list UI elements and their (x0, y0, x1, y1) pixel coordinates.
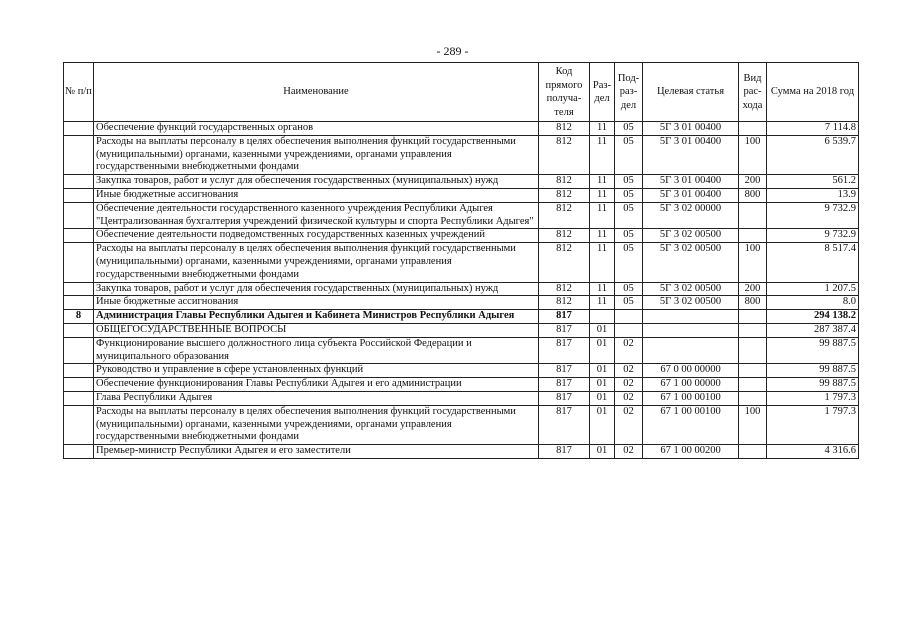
header-expense-type: Вид рас-хода (739, 63, 767, 122)
cell-num (64, 391, 94, 405)
cell-num (64, 405, 94, 444)
cell-sum: 9 732.9 (767, 229, 859, 243)
cell-sum: 8 517.4 (767, 243, 859, 282)
table-row (64, 202, 859, 229)
cell-target: 5Г 3 02 00500 (643, 243, 739, 282)
header-code: Код прямого получа-теля (539, 63, 590, 122)
cell-section: 01 (590, 378, 615, 392)
cell-num (64, 282, 94, 296)
cell-code: 812 (539, 282, 590, 296)
cell-sum: 8.0 (767, 296, 859, 310)
cell-name: ОБЩЕГОСУДАРСТВЕННЫЕ ВОПРОСЫ (94, 323, 539, 337)
table-row (64, 135, 859, 174)
cell-code: 812 (539, 296, 590, 310)
cell-name: Обеспечение деятельности государственного казенного учреждения Республики Адыгея "Централизованная бухгалтерия учреждений физической культуры и спорта Республики Адыгея" (94, 202, 539, 229)
cell-target: 5Г 3 01 00400 (643, 188, 739, 202)
cell-expense-type: 800 (739, 188, 767, 202)
cell-code: 817 (539, 364, 590, 378)
cell-num (64, 378, 94, 392)
cell-name: Премьер-министр Республики Адыгея и его заместители (94, 445, 539, 459)
cell-expense-type (739, 122, 767, 136)
cell-target: 5Г 3 01 00400 (643, 175, 739, 189)
cell-subsection: 02 (615, 364, 643, 378)
cell-section: 11 (590, 282, 615, 296)
cell-section: 11 (590, 296, 615, 310)
cell-subsection: 02 (615, 391, 643, 405)
table-row (64, 445, 859, 459)
cell-sum: 1 797.3 (767, 405, 859, 444)
table-row (64, 229, 859, 243)
cell-expense-type: 800 (739, 296, 767, 310)
table-header-row (64, 63, 859, 122)
cell-expense-type (739, 445, 767, 459)
header-section: Раз-дел (590, 63, 615, 122)
cell-expense-type (739, 391, 767, 405)
page-number: - 289 - (436, 44, 469, 58)
cell-section: 01 (590, 391, 615, 405)
cell-num (64, 229, 94, 243)
cell-subsection: 05 (615, 188, 643, 202)
cell-target: 67 0 00 00000 (643, 364, 739, 378)
cell-expense-type (739, 378, 767, 392)
cell-code: 817 (539, 445, 590, 459)
header-sum: Сумма на 2018 год (767, 63, 859, 122)
cell-target: 67 1 00 00100 (643, 391, 739, 405)
cell-sum: 7 114.8 (767, 122, 859, 136)
cell-sum: 6 539.7 (767, 135, 859, 174)
cell-subsection: 02 (615, 378, 643, 392)
cell-section: 11 (590, 122, 615, 136)
cell-target: 67 1 00 00000 (643, 378, 739, 392)
cell-name: Расходы на выплаты персоналу в целях обеспечения выполнения функций государственными (муниципальными) органами, казенными учреждениями, органами управления государственными внебюджетными фондами (94, 135, 539, 174)
table-row (64, 337, 859, 364)
cell-code: 817 (539, 405, 590, 444)
cell-code: 817 (539, 391, 590, 405)
cell-code: 817 (539, 337, 590, 364)
cell-num (64, 122, 94, 136)
table-row (64, 282, 859, 296)
cell-target (643, 337, 739, 364)
cell-section: 01 (590, 323, 615, 337)
cell-sum: 1 797.3 (767, 391, 859, 405)
cell-target: 5Г 3 02 00500 (643, 229, 739, 243)
cell-code: 812 (539, 122, 590, 136)
cell-name: Расходы на выплаты персоналу в целях обеспечения выполнения функций государственными (муниципальными) органами, казенными учреждениями, органами управления государственными внебюджетными фондами (94, 405, 539, 444)
cell-sum: 99 887.5 (767, 364, 859, 378)
table-row (64, 405, 859, 444)
cell-target: 5Г 3 02 00500 (643, 282, 739, 296)
cell-code: 812 (539, 135, 590, 174)
cell-sum: 4 316.6 (767, 445, 859, 459)
cell-subsection: 05 (615, 122, 643, 136)
cell-sum: 561.2 (767, 175, 859, 189)
cell-section: 11 (590, 229, 615, 243)
cell-sum: 1 207.5 (767, 282, 859, 296)
cell-name: Иные бюджетные ассигнования (94, 296, 539, 310)
cell-sum: 99 887.5 (767, 337, 859, 364)
cell-name: Руководство и управление в сфере установленных функций (94, 364, 539, 378)
cell-target: 5Г 3 01 00400 (643, 135, 739, 174)
cell-target: 67 1 00 00100 (643, 405, 739, 444)
cell-section: 11 (590, 202, 615, 229)
cell-subsection: 05 (615, 296, 643, 310)
table-body (64, 122, 859, 459)
cell-num: 8 (64, 310, 94, 324)
cell-expense-type (739, 229, 767, 243)
cell-expense-type: 100 (739, 243, 767, 282)
cell-expense-type: 200 (739, 282, 767, 296)
cell-target: 67 1 00 00200 (643, 445, 739, 459)
cell-section: 01 (590, 364, 615, 378)
cell-subsection (615, 323, 643, 337)
cell-target (643, 323, 739, 337)
cell-expense-type (739, 202, 767, 229)
cell-subsection: 02 (615, 445, 643, 459)
cell-num (64, 364, 94, 378)
cell-expense-type: 100 (739, 135, 767, 174)
cell-num (64, 135, 94, 174)
table-row (64, 391, 859, 405)
cell-sum: 287 387.4 (767, 323, 859, 337)
cell-section (590, 310, 615, 324)
cell-expense-type (739, 364, 767, 378)
cell-code: 817 (539, 378, 590, 392)
cell-target: 5Г 3 02 00500 (643, 296, 739, 310)
cell-name: Обеспечение функций государственных органов (94, 122, 539, 136)
header-name: Наименование (94, 63, 539, 122)
table-row (64, 323, 859, 337)
cell-target: 5Г 3 02 00000 (643, 202, 739, 229)
cell-subsection: 05 (615, 202, 643, 229)
table-row (64, 310, 859, 324)
header-subsection: Под-раз-дел (615, 63, 643, 122)
budget-table (63, 62, 859, 459)
cell-name: Администрация Главы Республики Адыгея и Кабинета Министров Республики Адыгея (94, 310, 539, 324)
cell-name: Иные бюджетные ассигнования (94, 188, 539, 202)
cell-subsection: 05 (615, 229, 643, 243)
table-row (64, 122, 859, 136)
header-num: № п/п (64, 63, 94, 122)
cell-num (64, 175, 94, 189)
cell-name: Расходы на выплаты персоналу в целях обеспечения выполнения функций государственными (муниципальными) органами, казенными учреждениями, органами управления государственными внебюджетными фондами (94, 243, 539, 282)
cell-name: Обеспечение функционирования Главы Республики Адыгея и его администрации (94, 378, 539, 392)
header-target: Целевая статья (643, 63, 739, 122)
cell-name: Глава Республики Адыгея (94, 391, 539, 405)
cell-expense-type (739, 337, 767, 364)
cell-code: 812 (539, 188, 590, 202)
cell-code: 812 (539, 229, 590, 243)
table-row (64, 364, 859, 378)
cell-section: 01 (590, 405, 615, 444)
cell-code: 817 (539, 310, 590, 324)
cell-code: 817 (539, 323, 590, 337)
cell-subsection: 02 (615, 337, 643, 364)
table-row (64, 378, 859, 392)
cell-section: 11 (590, 175, 615, 189)
cell-subsection: 05 (615, 175, 643, 189)
cell-subsection: 02 (615, 405, 643, 444)
table-row (64, 175, 859, 189)
cell-num (64, 323, 94, 337)
cell-name: Обеспечение деятельности подведомственных государственных казенных учреждений (94, 229, 539, 243)
cell-code: 812 (539, 243, 590, 282)
cell-sum: 99 887.5 (767, 378, 859, 392)
cell-expense-type (739, 310, 767, 324)
cell-target (643, 310, 739, 324)
cell-code: 812 (539, 175, 590, 189)
cell-target: 5Г 3 01 00400 (643, 122, 739, 136)
cell-section: 01 (590, 337, 615, 364)
cell-num (64, 296, 94, 310)
cell-section: 11 (590, 135, 615, 174)
cell-num (64, 445, 94, 459)
cell-code: 812 (539, 202, 590, 229)
table-row (64, 243, 859, 282)
cell-subsection: 05 (615, 135, 643, 174)
cell-expense-type (739, 323, 767, 337)
cell-section: 11 (590, 188, 615, 202)
cell-expense-type: 100 (739, 405, 767, 444)
cell-expense-type: 200 (739, 175, 767, 189)
cell-subsection (615, 310, 643, 324)
cell-num (64, 243, 94, 282)
cell-sum: 13.9 (767, 188, 859, 202)
cell-num (64, 337, 94, 364)
cell-section: 01 (590, 445, 615, 459)
cell-subsection: 05 (615, 243, 643, 282)
cell-name: Закупка товаров, работ и услуг для обеспечения государственных (муниципальных) нужд (94, 282, 539, 296)
table-row (64, 188, 859, 202)
cell-sum: 294 138.2 (767, 310, 859, 324)
cell-name: Закупка товаров, работ и услуг для обеспечения государственных (муниципальных) нужд (94, 175, 539, 189)
cell-sum: 9 732.9 (767, 202, 859, 229)
cell-name: Функционирование высшего должностного лица субъекта Российской Федерации и муниципального образования (94, 337, 539, 364)
table-row (64, 296, 859, 310)
cell-num (64, 188, 94, 202)
cell-section: 11 (590, 243, 615, 282)
cell-num (64, 202, 94, 229)
cell-subsection: 05 (615, 282, 643, 296)
